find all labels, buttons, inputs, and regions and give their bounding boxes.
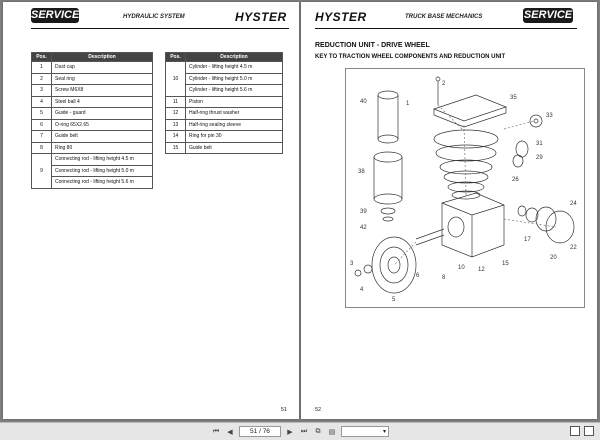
header-rule bbox=[31, 28, 289, 29]
table-row bbox=[32, 62, 153, 74]
table-row bbox=[32, 85, 153, 97]
desc-cell: Ring for pin 30 bbox=[186, 131, 283, 143]
view-mode-group bbox=[570, 426, 594, 436]
header-rule bbox=[315, 28, 577, 29]
page-number: 52 bbox=[315, 407, 322, 413]
desc-cell: Half-ring thrust washer bbox=[186, 108, 283, 120]
svg-text:42: 42 bbox=[360, 225, 367, 231]
desc-cell: Connecting rod - lifting height 4.5 m bbox=[52, 154, 153, 166]
svg-text:22: 22 bbox=[570, 245, 577, 251]
page-view-icon[interactable]: ▤ bbox=[328, 428, 336, 436]
svg-text:1: 1 bbox=[406, 101, 410, 107]
svg-text:10: 10 bbox=[458, 265, 465, 271]
table-row bbox=[32, 131, 153, 143]
diagram-title: REDUCTION UNIT - DRIVE WHEEL bbox=[315, 42, 430, 49]
desc-cell: Cylinder - lifting height 5.0 m bbox=[186, 73, 283, 85]
svg-text:12: 12 bbox=[478, 267, 485, 273]
col-description: Description bbox=[186, 53, 283, 62]
desc-cell: Connecting rod - lifting height 5.0 m bbox=[52, 165, 153, 177]
page-52 bbox=[301, 2, 597, 419]
page-51 bbox=[3, 2, 299, 419]
parts-table-1 bbox=[31, 52, 153, 189]
pos-cell: 11 bbox=[166, 96, 186, 108]
table-row bbox=[166, 62, 283, 74]
col-description: Description bbox=[52, 53, 153, 62]
last-page-icon[interactable]: ⏭ bbox=[300, 427, 308, 435]
desc-cell: Screw M6X8 bbox=[52, 85, 153, 97]
copy-icon[interactable]: ⧉ bbox=[315, 427, 321, 435]
svg-text:5: 5 bbox=[392, 297, 396, 303]
desc-cell: Guide - guard bbox=[52, 108, 153, 120]
desc-cell: Steel ball 4 bbox=[52, 96, 153, 108]
table-row bbox=[32, 96, 153, 108]
pos-cell: 15 bbox=[166, 142, 186, 154]
first-page-icon[interactable]: ⏮ bbox=[212, 427, 220, 435]
svg-text:15: 15 bbox=[502, 261, 509, 267]
table-row bbox=[166, 131, 283, 143]
pos-cell: 2 bbox=[32, 73, 52, 85]
svg-text:39: 39 bbox=[360, 209, 367, 215]
table-row bbox=[166, 108, 283, 120]
svg-text:6: 6 bbox=[416, 273, 420, 279]
viewer-toolbar bbox=[0, 422, 600, 440]
col-pos: Pos. bbox=[32, 53, 52, 62]
pos-cell: 7 bbox=[32, 131, 52, 143]
pos-cell: 8 bbox=[32, 142, 52, 154]
table-header-row bbox=[166, 53, 283, 62]
section-title: HYDRAULIC SYSTEM bbox=[123, 14, 185, 20]
pos-cell: 5 bbox=[32, 108, 52, 120]
desc-cell: Seal ring bbox=[52, 73, 153, 85]
service-badge: SERVICE bbox=[523, 9, 573, 21]
two-page-view-icon[interactable] bbox=[584, 426, 594, 436]
pos-cell: 1 bbox=[32, 62, 52, 74]
page-number-input[interactable]: 51 / 76 bbox=[239, 426, 281, 437]
table-row bbox=[32, 154, 153, 166]
pos-cell: 12 bbox=[166, 108, 186, 120]
desc-cell: Guide belt bbox=[186, 142, 283, 154]
desc-cell: Half-ring sealing sleeve bbox=[186, 119, 283, 131]
desc-cell: Cylinder - lifting height 5.6 m bbox=[186, 85, 283, 97]
desc-cell: Cylinder - lifting height 4.5 m bbox=[186, 62, 283, 74]
svg-text:33: 33 bbox=[546, 113, 553, 119]
svg-text:4: 4 bbox=[360, 287, 364, 293]
svg-text:26: 26 bbox=[512, 177, 519, 183]
next-page-icon[interactable]: ▶ bbox=[287, 428, 293, 436]
col-pos: Pos. bbox=[166, 53, 186, 62]
pos-cell: 4 bbox=[32, 96, 52, 108]
diagram-subtitle: KEY TO TRACTION WHEEL COMPONENTS AND REDUCTION UNIT bbox=[315, 54, 506, 60]
service-badge: SERVICE bbox=[31, 9, 80, 21]
pos-cell: 13 bbox=[166, 119, 186, 131]
svg-text:35: 35 bbox=[510, 95, 517, 101]
svg-text:20: 20 bbox=[550, 255, 557, 261]
desc-cell: Dust cap bbox=[52, 62, 153, 74]
exploded-view-diagram bbox=[345, 68, 585, 308]
table-row bbox=[166, 142, 283, 154]
hyster-logo: HYSTER bbox=[235, 10, 287, 24]
section-title: TRUCK BASE MECHANICS bbox=[405, 14, 483, 20]
table-row bbox=[166, 119, 283, 131]
previous-page-icon[interactable]: ◀ bbox=[227, 428, 233, 436]
desc-cell: O-ring 65X2.65 bbox=[52, 119, 153, 131]
svg-text:29: 29 bbox=[536, 155, 543, 161]
pos-cell: 6 bbox=[32, 119, 52, 131]
table-row bbox=[32, 142, 153, 154]
svg-text:31: 31 bbox=[536, 141, 543, 147]
desc-cell: Ring 80 bbox=[52, 142, 153, 154]
pos-cell: 14 bbox=[166, 131, 186, 143]
pos-cell: 3 bbox=[32, 85, 52, 97]
table-row bbox=[32, 108, 153, 120]
pos-cell: 9 bbox=[32, 154, 52, 189]
single-page-view-icon[interactable] bbox=[570, 426, 580, 436]
table-row bbox=[32, 73, 153, 85]
svg-text:2: 2 bbox=[442, 81, 446, 87]
table-header-row bbox=[32, 53, 153, 62]
desc-cell: Piston bbox=[186, 96, 283, 108]
reduction-unit-drawing bbox=[346, 69, 586, 309]
page-number: 51 bbox=[280, 407, 287, 413]
table-row bbox=[32, 119, 153, 131]
svg-text:17: 17 bbox=[524, 237, 531, 243]
hyster-logo: HYSTER bbox=[315, 10, 367, 24]
parts-table-2 bbox=[165, 52, 283, 154]
desc-cell: Guide belt bbox=[52, 131, 153, 143]
table-row bbox=[166, 96, 283, 108]
svg-text:24: 24 bbox=[570, 201, 577, 207]
desc-cell: Connecting rod - lifting height 5.6 m bbox=[52, 177, 153, 189]
svg-text:38: 38 bbox=[358, 169, 365, 175]
svg-text:8: 8 bbox=[442, 275, 446, 281]
pos-cell: 10 bbox=[166, 62, 186, 97]
zoom-select[interactable] bbox=[341, 426, 389, 437]
svg-text:3: 3 bbox=[350, 261, 354, 267]
svg-text:40: 40 bbox=[360, 99, 367, 105]
